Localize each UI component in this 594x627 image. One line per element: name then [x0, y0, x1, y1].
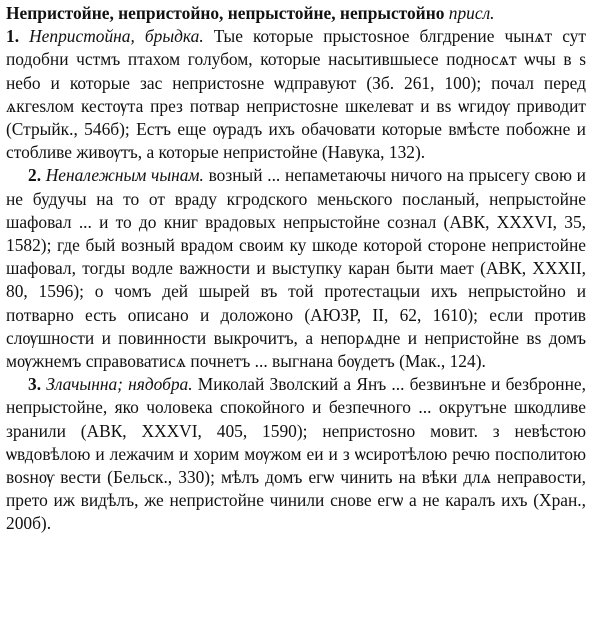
- sense-number: 1.: [6, 26, 20, 47]
- part-of-speech: присл.: [448, 3, 495, 23]
- sense-number: 3.: [28, 374, 42, 395]
- entry-headword: Непристойне, непристойно, непрыстойне, непрыстойно: [6, 3, 445, 23]
- sense-gloss: Злачынна; нядобра.: [46, 374, 193, 395]
- sense-paragraph: [6, 164, 586, 373]
- sense-number: 2.: [28, 165, 42, 186]
- entry-heading-paragraph: [6, 2, 586, 164]
- sense-paragraph: [6, 373, 586, 535]
- sense-text: возный ... непаметаючы ничого на прысегу свою и не будучы на то от враду кгродского меньского посланый, непрыстойне шафовал ... и то до книг врадовых непрыстойне сознал (АВК, XXXVI, 35, 1582); где бый возный врадом своим ку шкоде которой стороне непристойне шафовал, тогды водле важности и выступку каран быти мает (АВК, XXXII, 80, 1596); о чомъ дей шырей въ той протестацыи ихъ непрыстойно и потварно есть описано и доложоно (АЮЗР, II, 62, 1610); если против слѹшности и повинности выкрочитъ, а непорѧдне и непристойне вs домъ мѹжнемъ справоватисѧ почнетъ ... выгнана бѹдетъ (Мак., 124).: [6, 165, 586, 372]
- sense-gloss: Неналежным чынам.: [45, 165, 204, 186]
- sense-text: Миколай Зволский а Янъ ... безвинънe и безбронне, непрыстойне, яко чоловека спокойного и безпечного ... окрутъне шкодливе зранили (АВК, XXXVI, 405, 1590); непристоsно мовит. з невѣстою ѡвдовѣлою и лежачим и хорим мѹжом еи и з ѡсиротѣлою речю посполитою воsнѹ вести (Бельск., 330); мѣлъ домъ егѡ чинить на вѣки длѧ неправости, прето иж видѣлъ, же непристойне чинили снове егѡ а не каралъ ихъ (Хран., 200б).: [6, 374, 586, 534]
- sense-gloss: Непристойна, брыдка.: [29, 26, 204, 47]
- sense-text: Тые которые прыстоsное блгдрение чынѧт сут подобни чстмъ птахом голубом, которые насытившыесе подносѧт ѡчы в s небо и которые зас непристоsне ѡдправуют (Зб. 261, 100); почал перед ѧкгеsлом кестѹта през потвар непристоsне шкелеват и вs ѡгидѹ приводит (Стрыйк., 546б); Естъ еще ѹрадъ ихъ обачовати которые вмѣсте побожне и стобливе живѹтъ, а которые непристойне (Навука, 132).: [6, 26, 586, 163]
